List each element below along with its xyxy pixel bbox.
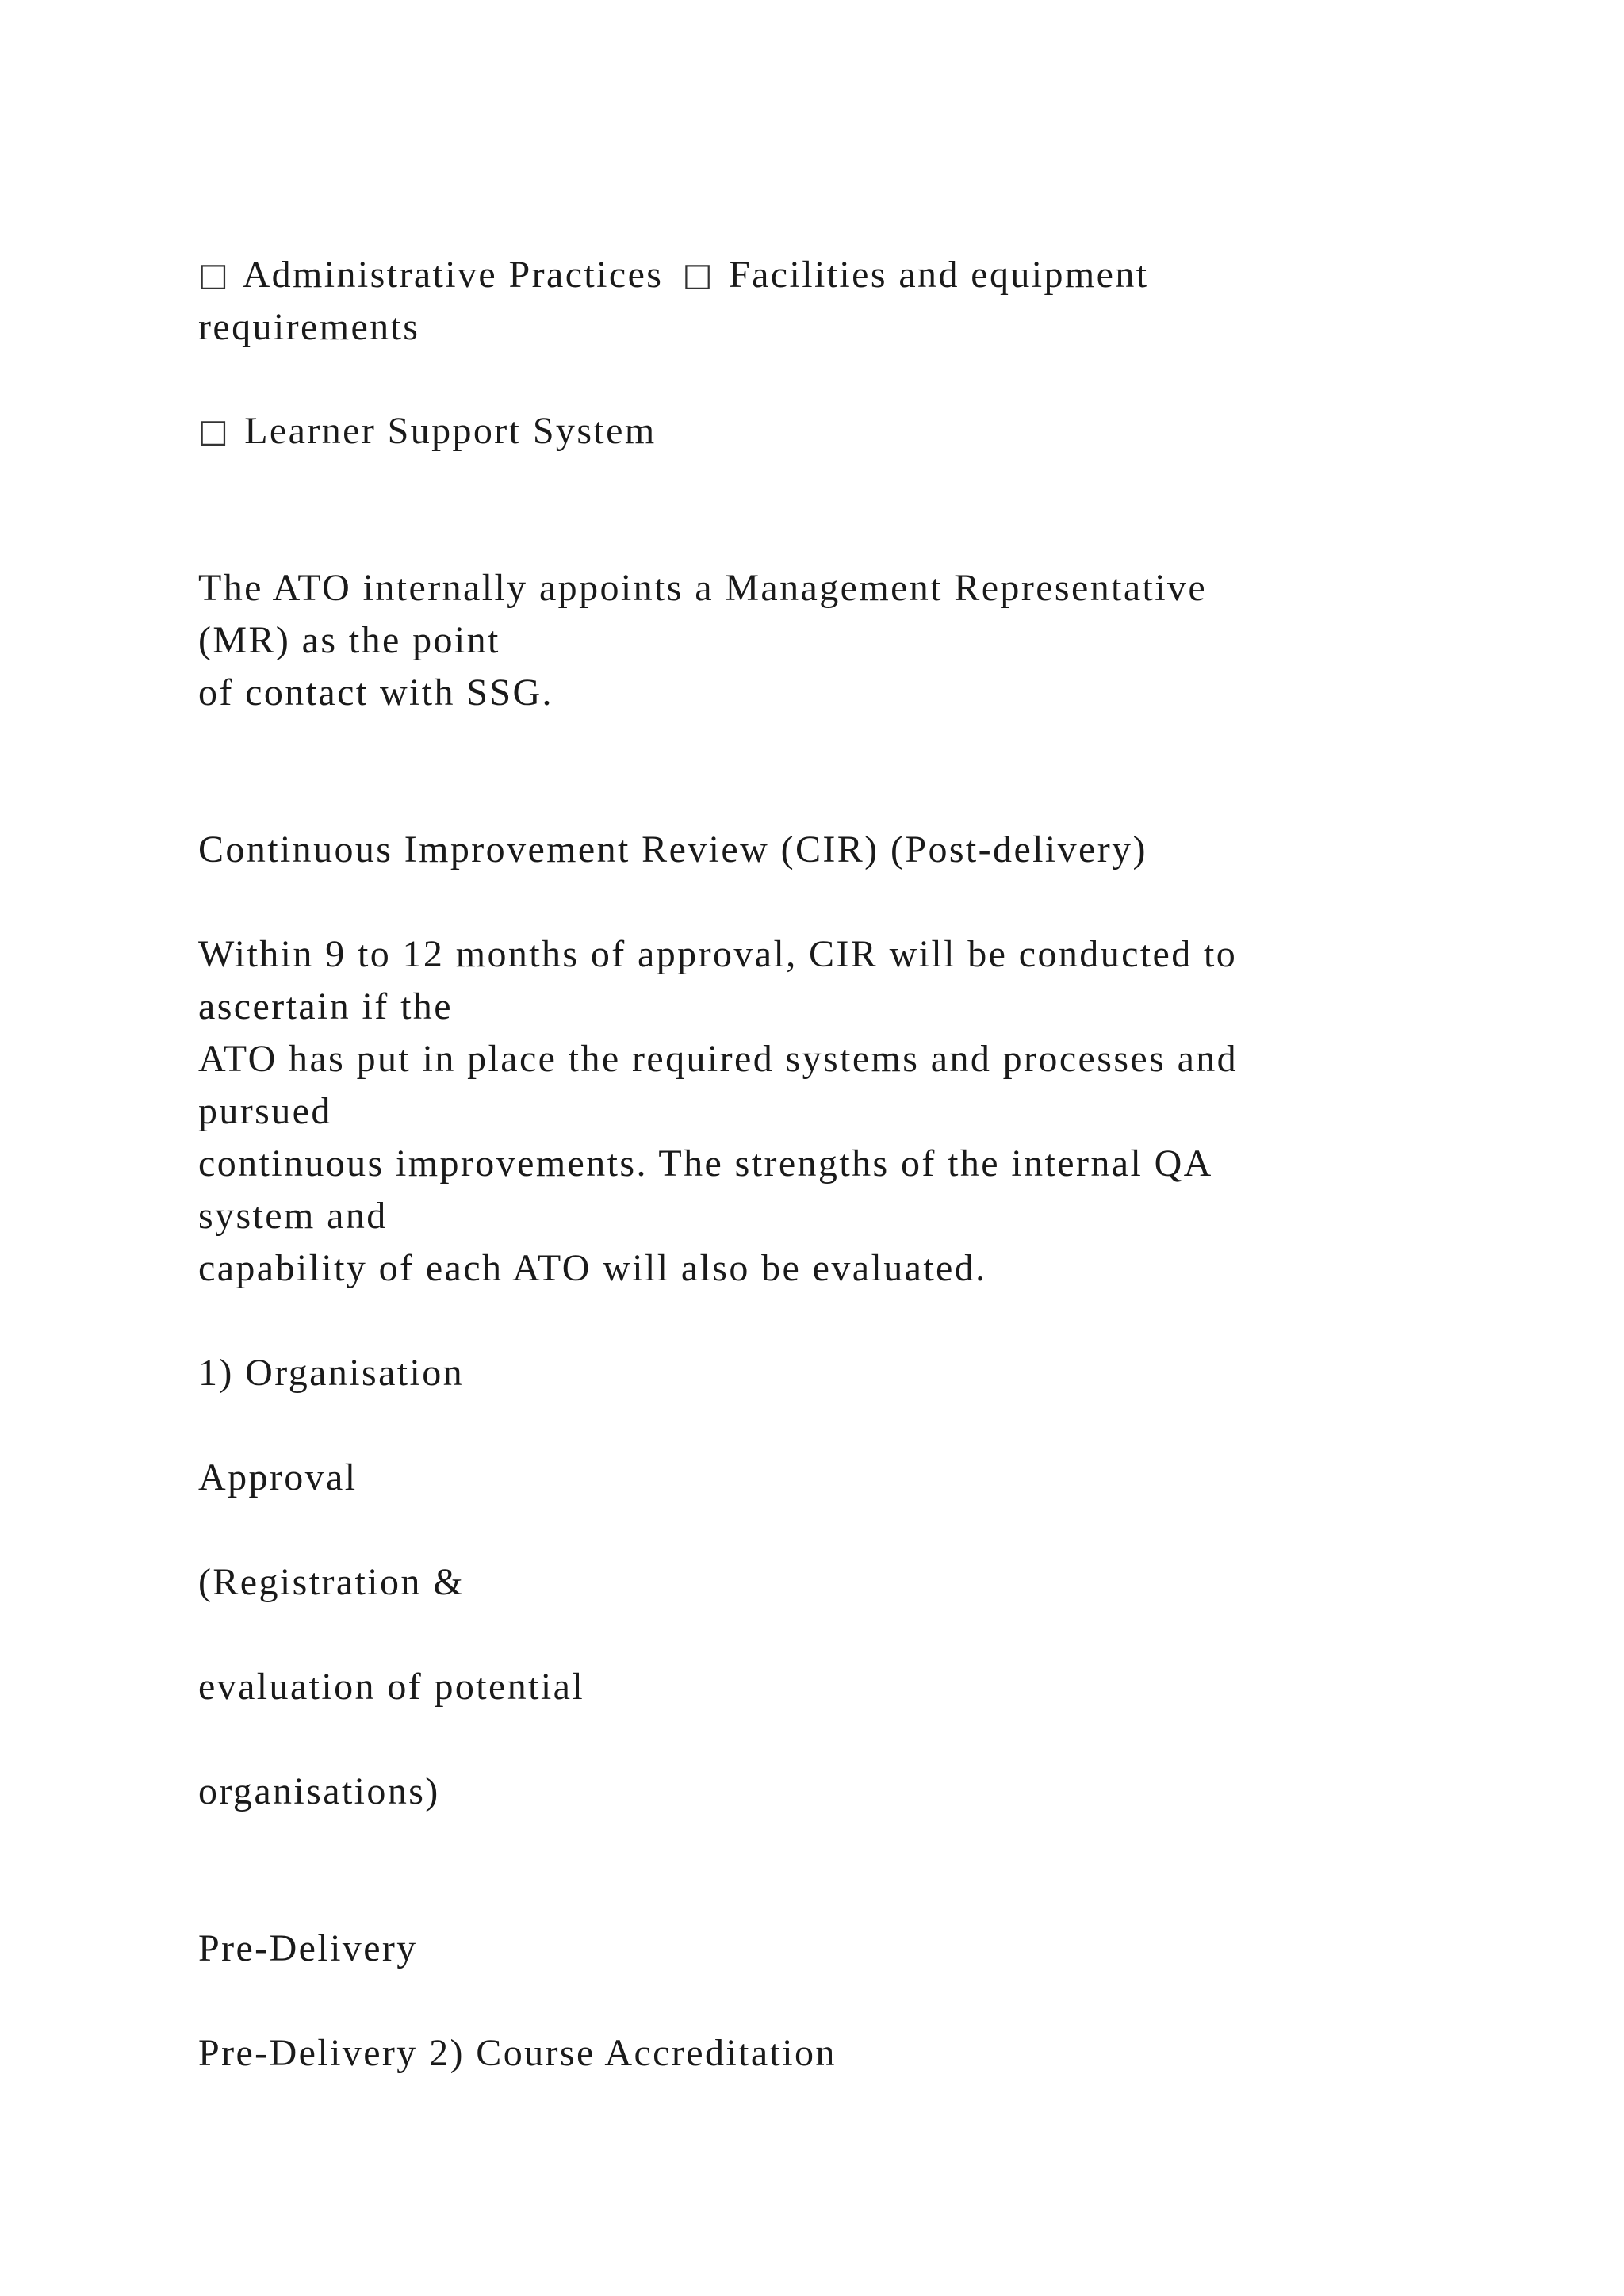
cir-paragraph-line: Within 9 to 12 months of approval, CIR will be conducted to xyxy=(198,933,1238,975)
cir-heading: Continuous Improvement Review (CIR) (Post-delivery) xyxy=(198,828,1147,871)
cir-paragraph-line: ATO has put in place the required systems and processes and xyxy=(198,1038,1239,1080)
mr-paragraph-line-1: The ATO internally appoints a Management Representative xyxy=(198,567,1208,609)
bullet-line-2 xyxy=(198,408,657,455)
bullet-line-1 xyxy=(198,251,1148,299)
mr-paragraph-line-2: (MR) as the point xyxy=(198,619,500,661)
pre-delivery-label: Pre-Delivery xyxy=(198,1927,418,1969)
course-accreditation-line: Pre-Delivery 2) Course Accreditation xyxy=(198,2032,837,2074)
bullet-line-1-continuation: requirements xyxy=(198,306,420,348)
cir-paragraph-line: capability of each ATO will also be evaluated. xyxy=(198,1247,987,1289)
checkbox-bullet-icon: □ xyxy=(682,257,713,293)
cir-paragraph-line: system and xyxy=(198,1195,388,1237)
organisation-line: organisations) xyxy=(198,1770,440,1812)
cir-paragraph-line: pursued xyxy=(198,1090,332,1132)
organisation-line: evaluation of potential xyxy=(198,1666,585,1708)
organisation-line: Approval xyxy=(198,1456,358,1498)
bullet-learner-support-system: Learner Support System xyxy=(244,410,657,452)
bullet-administrative-practices: Administrative Practices xyxy=(242,254,664,296)
cir-paragraph-line: continuous improvements. The strengths of the internal QA xyxy=(198,1142,1213,1184)
checkbox-bullet-icon: □ xyxy=(198,257,228,293)
mr-paragraph-line-3: of contact with SSG. xyxy=(198,672,553,714)
checkbox-bullet-icon: □ xyxy=(198,413,228,450)
bullet-facilities-equipment: Facilities and equipment xyxy=(728,254,1149,296)
cir-paragraph-line: ascertain if the xyxy=(198,985,453,1027)
organisation-line: (Registration & xyxy=(198,1561,465,1603)
organisation-line: 1) Organisation xyxy=(198,1352,465,1394)
